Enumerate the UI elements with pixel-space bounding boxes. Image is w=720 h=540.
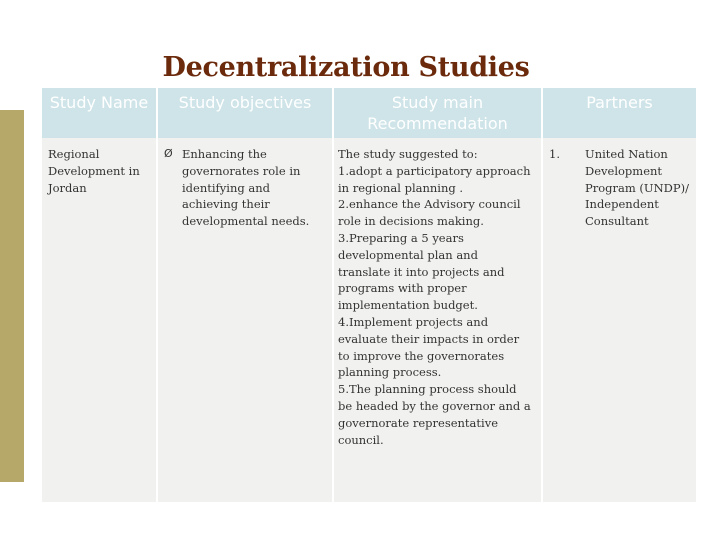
table-header-row bbox=[42, 88, 696, 138]
cell-partners bbox=[542, 138, 696, 502]
header-study-objectives: Study objectives bbox=[157, 88, 333, 138]
left-accent-bar bbox=[0, 110, 24, 482]
cell-study-objectives bbox=[157, 138, 333, 502]
cell-main-recommendation bbox=[333, 138, 542, 502]
header-main-recommendation: Study main Recommendation bbox=[333, 88, 542, 138]
studies-table bbox=[42, 88, 696, 502]
header-partners: Partners bbox=[542, 88, 696, 138]
slide-title: Decentralization Studies bbox=[162, 52, 530, 83]
partner-number: 1. bbox=[549, 147, 560, 161]
header-study-name: Study Name bbox=[42, 88, 157, 138]
recommendation-text: The study suggested to: 1.adopt a participatory approach in regional planning . 2.enhance the Advisory council role in decisions making. 3.Preparing a 5 years developmental plan and translate it into projects and programs with proper implementation budget. 4.Implement projects and evaluate their impacts in order to improve the governorates planning process. 5.The planning process should be headed by the governor and a governorate representative council. bbox=[338, 147, 531, 447]
cell-study-name: Regional Development in Jordan bbox=[42, 138, 157, 502]
table-row bbox=[42, 138, 696, 502]
arrow-bullet-icon: Ø bbox=[164, 147, 173, 160]
objective-text: Enhancing the governorates role in identifying and achieving their developmental needs. bbox=[182, 147, 310, 229]
partner-text: United Nation Development Program (UNDP)/ Independent Consultant bbox=[585, 147, 689, 229]
studies-table-grid bbox=[42, 88, 696, 502]
